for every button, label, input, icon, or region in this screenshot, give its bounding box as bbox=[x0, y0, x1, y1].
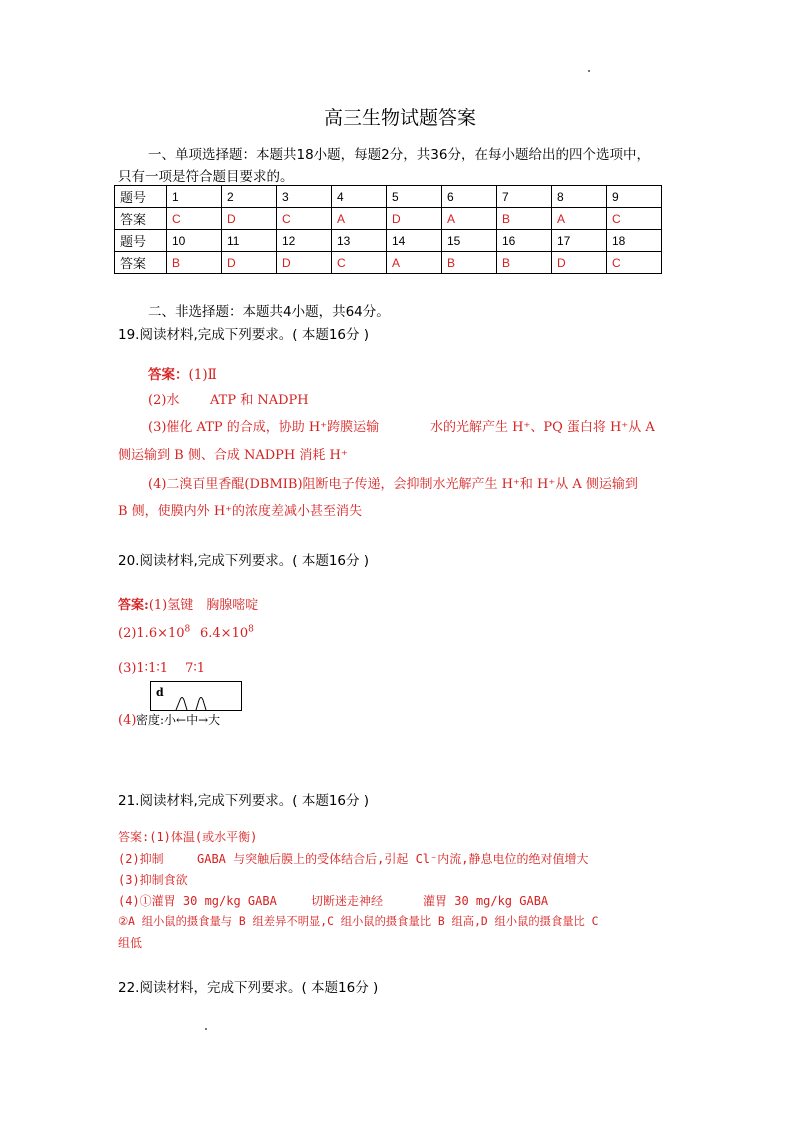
ans-cell: D bbox=[222, 208, 277, 230]
q21-answer-2b: GABA 与突触后膜上的受体结合后,引起 Cl⁻内流,静息电位的绝对值增大 bbox=[197, 852, 589, 866]
ans-cell: A bbox=[332, 208, 387, 230]
q19-answer-1-text: (1)Ⅱ bbox=[188, 367, 217, 383]
q19-answer-2a: (2)水 bbox=[148, 393, 180, 408]
ans-cell: C bbox=[332, 252, 387, 274]
section2-heading: 二、非选择题：本题共4小题，共64分。 bbox=[148, 304, 390, 320]
ans-cell: C bbox=[167, 208, 222, 230]
ans-cell: B bbox=[497, 208, 552, 230]
q21-answer-6: 组低 bbox=[118, 936, 143, 950]
band-peaks-graphic bbox=[151, 682, 241, 710]
q19-answer-1 bbox=[148, 363, 217, 383]
q19-answer-4a: (4)二溴百里香醌(DBMIB)阻断电子传递，会抑制水光解产生 H⁺和 H⁺从 A 侧运输到 bbox=[148, 477, 638, 492]
page-title: 高三生物试题答案 bbox=[324, 107, 477, 129]
ans-cell: A bbox=[442, 208, 497, 230]
figure-letter-d: d bbox=[156, 686, 164, 699]
q22-heading: 22.阅读材料，完成下列要求。( 本题16分 ) bbox=[118, 980, 379, 996]
q21-answer-1: 答案:(1)体温(或水平衡) bbox=[118, 830, 258, 844]
q21-answer-4c: 灌胃 30 mg/kg GABA bbox=[423, 894, 549, 908]
label-num: 题号 bbox=[115, 230, 167, 252]
q19-answer-2b: ATP 和 NADPH bbox=[210, 393, 309, 408]
num-cell: 13 bbox=[332, 230, 387, 252]
q19-answer-3a: (3)催化 ATP 的合成，协助 H⁺跨膜运输 bbox=[148, 420, 380, 435]
q20-answer-4: (4) bbox=[118, 713, 137, 728]
num-cell: 18 bbox=[607, 230, 662, 252]
num-cell: 14 bbox=[387, 230, 442, 252]
num-cell: 9 bbox=[607, 186, 662, 208]
q20-answer-2b-exp: 8 bbox=[248, 624, 254, 635]
q20-answer-3: (3)1∶1∶1 7∶1 bbox=[118, 661, 206, 676]
num-cell: 4 bbox=[332, 186, 387, 208]
q20-heading: 20.阅读材料,完成下列要求。( 本题16分 ) bbox=[118, 553, 370, 569]
stray-dot-top bbox=[588, 70, 590, 72]
section1-line2: 只有一项是符合题目要求的。 bbox=[118, 169, 294, 185]
q20-answer-label: 答案: bbox=[118, 598, 149, 613]
q21-answer-3: (3)抑制食欲 bbox=[118, 873, 188, 887]
num-cell: 6 bbox=[442, 186, 497, 208]
ans-cell: A bbox=[387, 252, 442, 274]
q19-answer-3c: 侧运输到 B 侧、合成 NADPH 消耗 H⁺ bbox=[118, 448, 348, 463]
label-num: 题号 bbox=[115, 186, 167, 208]
ans-cell: C bbox=[607, 252, 662, 274]
num-cell: 3 bbox=[277, 186, 332, 208]
q20-answer-2b-base: 6.4×10 bbox=[200, 626, 249, 641]
q20-answer-1-text: (1)氢键 胸腺嘧啶 bbox=[148, 598, 259, 613]
label-ans: 答案 bbox=[115, 208, 167, 230]
ans-cell: D bbox=[552, 252, 607, 274]
num-cell: 10 bbox=[167, 230, 222, 252]
num-cell: 7 bbox=[497, 186, 552, 208]
q20-answer-2b bbox=[200, 626, 254, 641]
ans-cell: D bbox=[222, 252, 277, 274]
table-row-ans1 bbox=[115, 208, 662, 230]
num-cell: 5 bbox=[387, 186, 442, 208]
num-cell: 16 bbox=[497, 230, 552, 252]
num-cell: 8 bbox=[552, 186, 607, 208]
table-row-nums1 bbox=[115, 186, 662, 208]
ans-cell: D bbox=[387, 208, 442, 230]
q20-answer-2a-base: (2)1.6×10 bbox=[118, 626, 185, 641]
num-cell: 17 bbox=[552, 230, 607, 252]
ans-cell: C bbox=[607, 208, 662, 230]
num-cell: 12 bbox=[277, 230, 332, 252]
section1-line1: 一、单项选择题：本题共18小题，每题2分，共36分，在每小题给出的四个选项中， bbox=[148, 147, 650, 163]
q21-answer-4a: (4)①灌胃 30 mg/kg GABA bbox=[118, 894, 277, 908]
density-caption: 密度:小←中→大 bbox=[136, 713, 221, 727]
stray-dot-bottom bbox=[205, 1028, 207, 1030]
q19-heading: 19.阅读材料,完成下列要求。( 本题16分 ) bbox=[118, 327, 370, 343]
ans-cell: D bbox=[277, 252, 332, 274]
q20-answer-2 bbox=[118, 626, 190, 641]
q20-answer-2a-exp: 8 bbox=[184, 624, 191, 635]
q19-answer-4b: B 侧，使膜内外 H⁺的浓度差减小甚至消失 bbox=[118, 504, 363, 519]
label-ans: 答案 bbox=[115, 252, 167, 274]
table-row-nums2 bbox=[115, 230, 662, 252]
answer-table bbox=[114, 185, 662, 274]
num-cell: 1 bbox=[167, 186, 222, 208]
q21-answer-2a: (2)抑制 bbox=[118, 852, 164, 866]
table-row-ans2 bbox=[115, 252, 662, 274]
ans-cell: B bbox=[442, 252, 497, 274]
num-cell: 15 bbox=[442, 230, 497, 252]
q21-answer-5: ②A 组小鼠的摄食量与 B 组差异不明显,C 组小鼠的摄食量比 B 组高,D 组小鼠的摄食量比 C bbox=[118, 915, 599, 928]
q19-answer-3b: 水的光解产生 H⁺、PQ 蛋白将 H⁺从 A bbox=[430, 420, 655, 435]
q21-answer-4b: 切断迷走神经 bbox=[311, 894, 384, 908]
ans-cell: B bbox=[497, 252, 552, 274]
num-cell: 11 bbox=[222, 230, 277, 252]
ans-cell: C bbox=[277, 208, 332, 230]
q21-heading: 21.阅读材料,完成下列要求。( 本题16分 ) bbox=[118, 793, 370, 809]
q20-answer-1 bbox=[118, 594, 258, 613]
num-cell: 2 bbox=[222, 186, 277, 208]
q19-answer-label: 答案： bbox=[148, 367, 189, 383]
ans-cell: B bbox=[167, 252, 222, 274]
density-figure bbox=[150, 681, 242, 711]
ans-cell: A bbox=[552, 208, 607, 230]
